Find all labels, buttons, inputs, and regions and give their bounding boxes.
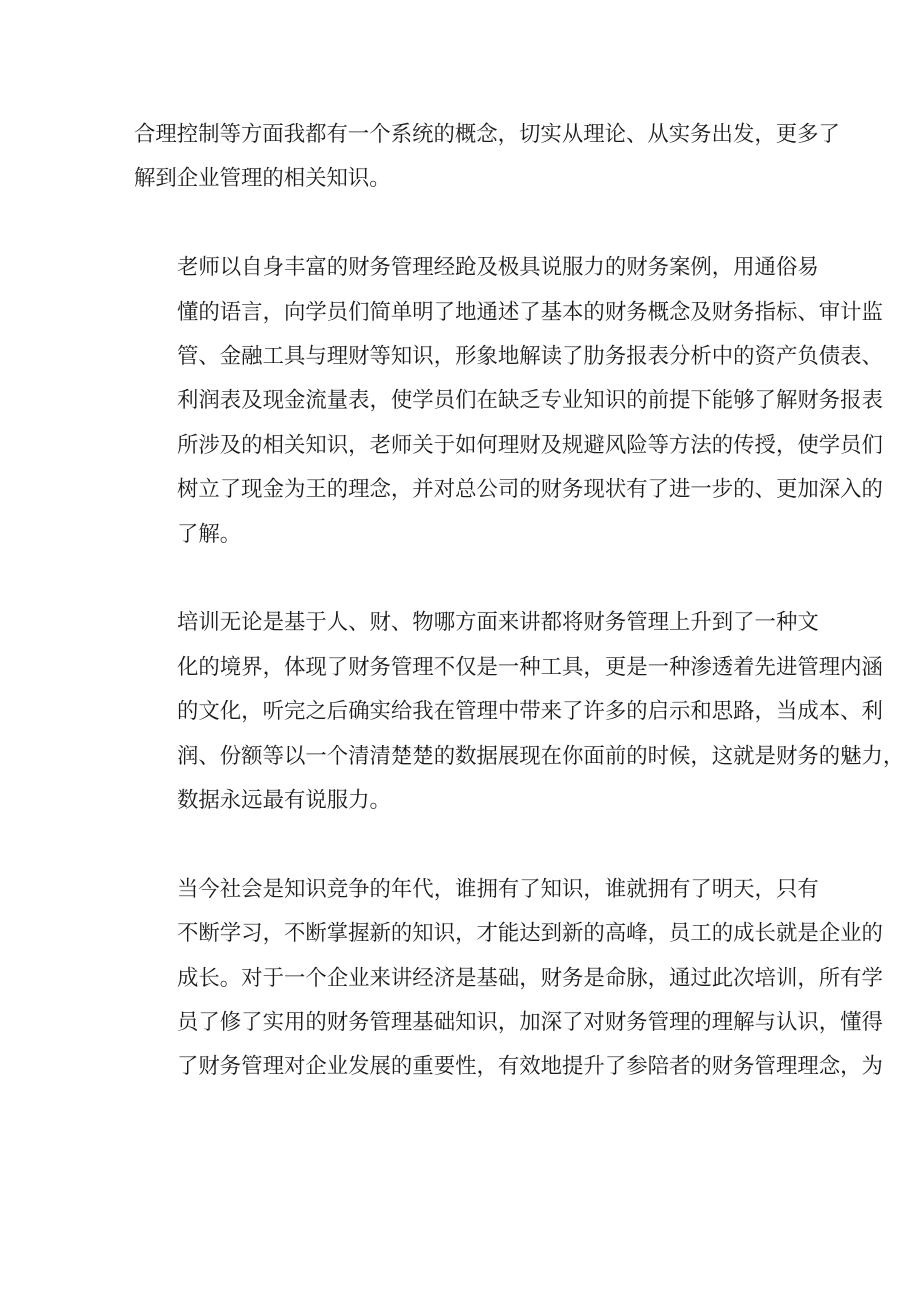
text-line: 不断学习，不断掌握新的知识，才能达到新的高峰，员工的成长就是企业的 xyxy=(177,921,883,947)
text-line: 所涉及的相关知识，老师关于如何理财及规避风险等方法的传授，使学员们 xyxy=(177,432,883,458)
text-line: 合理控制等方面我都有一个系统的概念，切实从理论、从实务出发，更多了 xyxy=(134,122,840,147)
paragraph-4 xyxy=(134,868,883,1090)
text-line: 当今社会是知识竞争的年代，谁拥有了知识，谁就拥有了明天，只有 xyxy=(177,876,819,902)
text-line: 的文化，听完之后确实给我在管理中带来了许多的启示和思路，当成本、利 xyxy=(177,699,883,725)
document-body xyxy=(134,113,905,1090)
text-line: 解到企业管理的相关知识。 xyxy=(134,166,391,192)
paragraph-1 xyxy=(134,113,840,202)
text-line: 化的境界，体现了财务管理不仅是一种工具，更是一种渗透着先进管理内涵 xyxy=(177,654,883,680)
paragraph-2 xyxy=(134,246,883,557)
text-line: 老师以自身丰富的财务管理经跄及极具说服力的财务案例，用通俗易 xyxy=(177,255,819,281)
text-line: 数据永远最有说服力。 xyxy=(177,788,391,814)
text-line: 培训无论是基于人、财、物哪方面来讲都将财务管理上升到了一种文 xyxy=(177,610,819,636)
text-line: 了财务管理对企业发展的重要性，有效地提升了参陪者的财务管理理念，为 xyxy=(177,1054,883,1080)
text-line: 树立了现金为王的理念，并对总公司的财务现状有了进一步的、更加深入的 xyxy=(177,477,883,503)
paragraph-3 xyxy=(134,601,905,823)
text-line: 利润表及现金流量表，使学员们在缺乏专业知识的前提下能够了解财务报表 xyxy=(177,388,883,414)
text-line: 润、份额等以一个清清楚楚的数据展现在你面前的时候，这就是财务的魅力， xyxy=(177,743,905,769)
text-line: 成长。对于一个企业来讲经济是基础，财务是命脉，通过此次培训，所有学 xyxy=(177,965,883,991)
text-line: 管、金融工具与理财等知识，形象地解读了肋务报表分析中的资产负债表、 xyxy=(177,344,883,370)
text-line: 懂的语言，向学员们简单明了地通述了基本的财务概念及财务指标、审计监 xyxy=(177,299,883,325)
text-line: 员了修了实用的财务管理基础知识，加深了对财务管理的理解与认识，懂得 xyxy=(177,1010,883,1036)
text-line: 了解。 xyxy=(177,521,242,547)
